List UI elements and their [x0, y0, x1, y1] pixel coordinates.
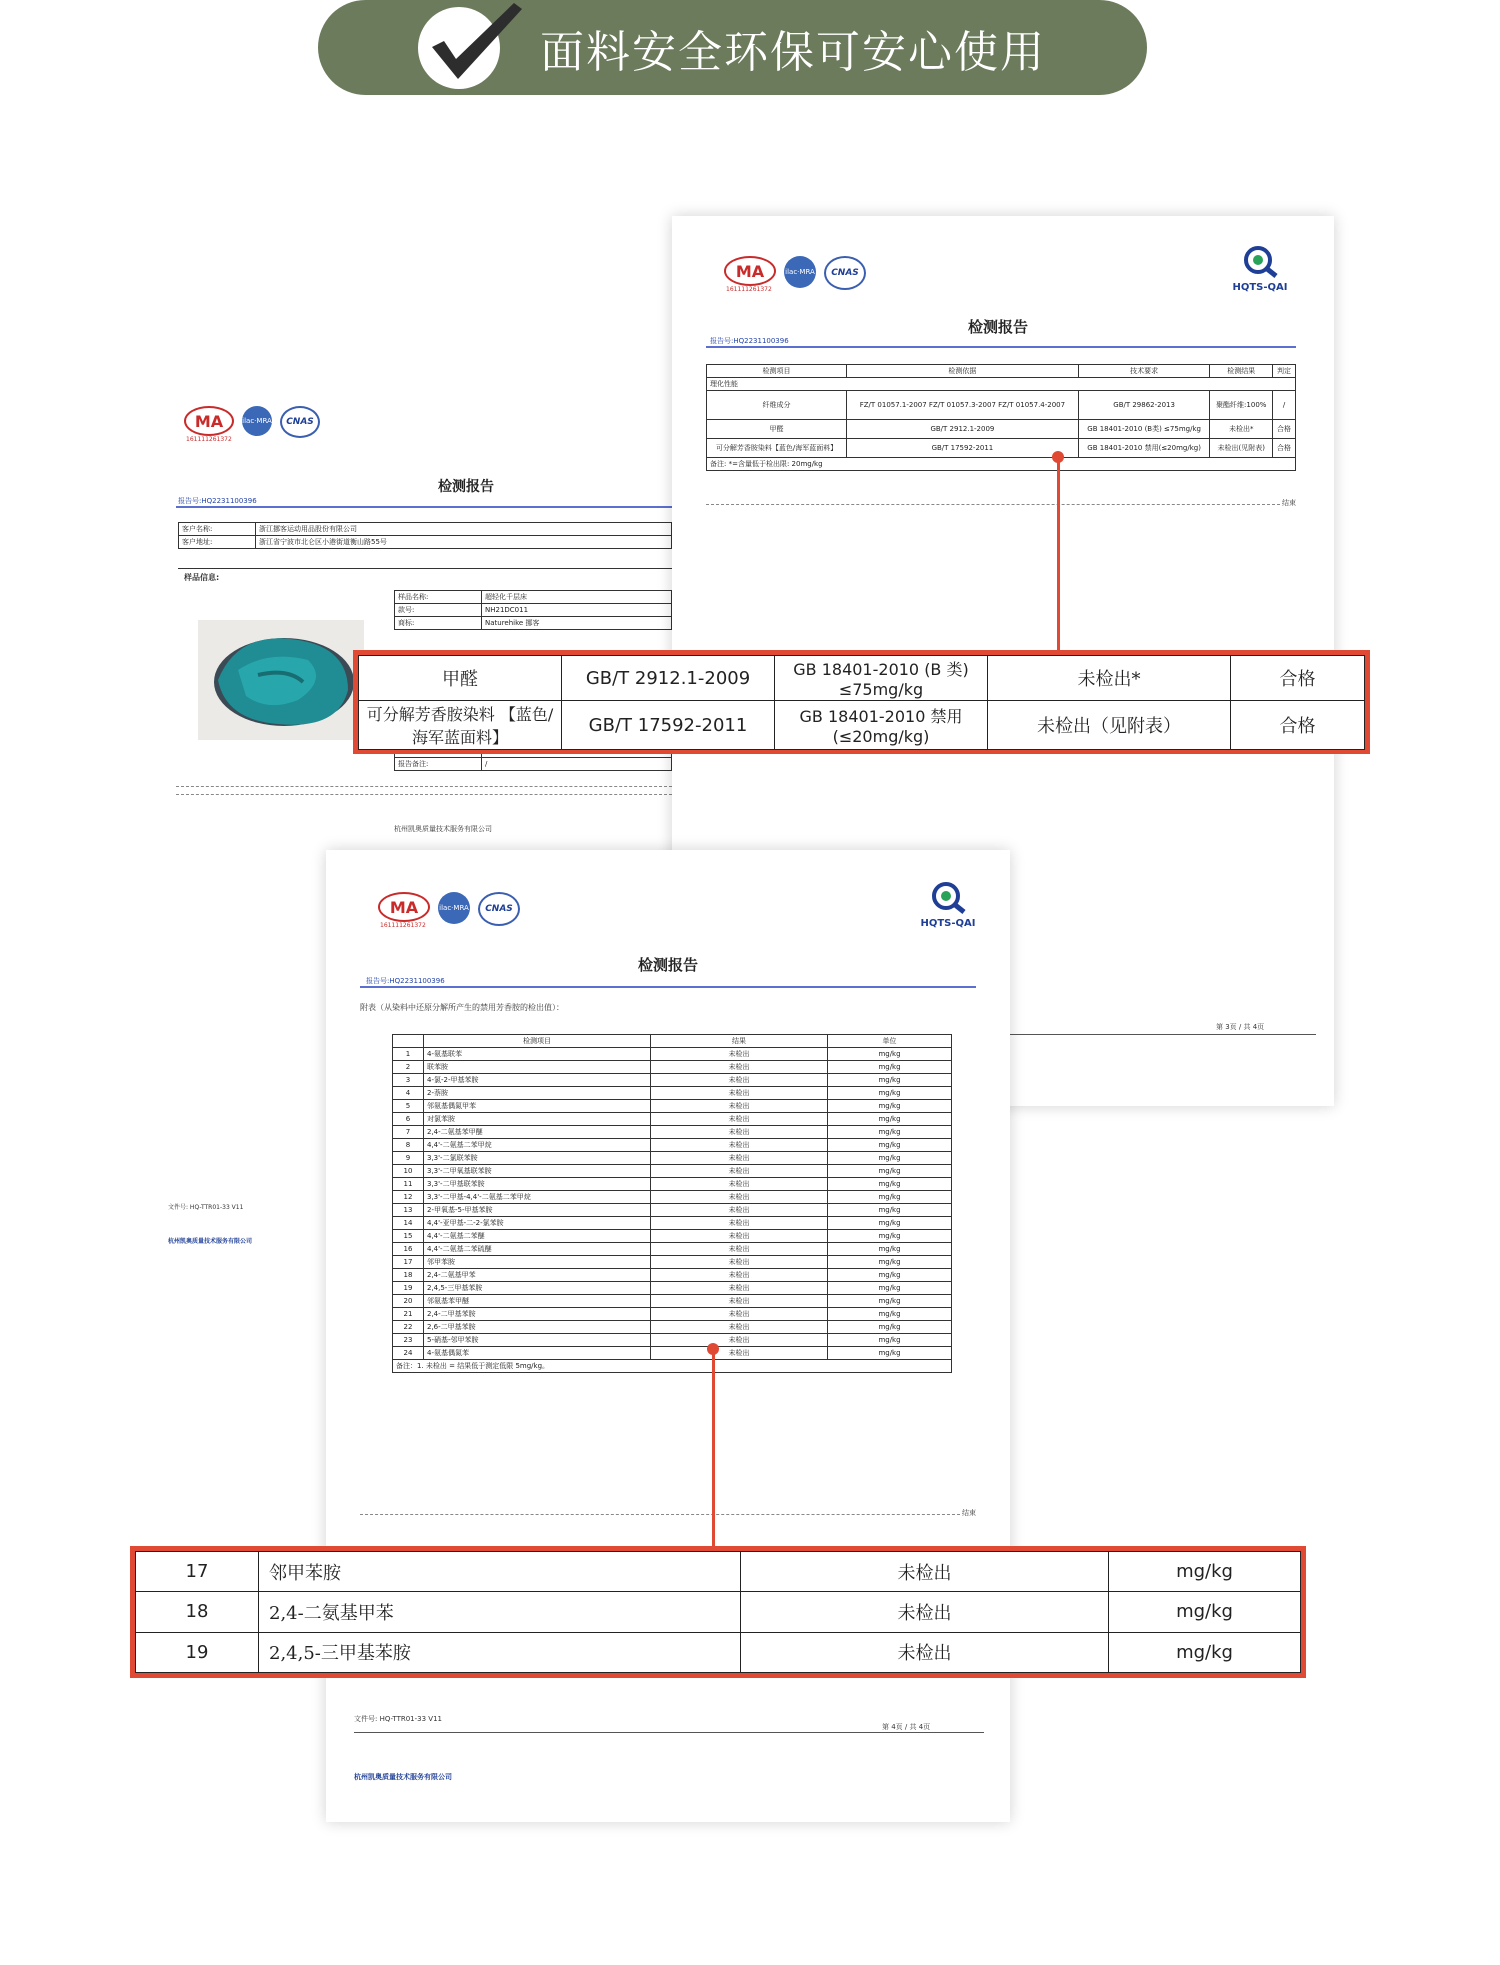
- conclusion-table: 报告备注: /: [394, 744, 672, 771]
- cma-number: 161111261372: [380, 922, 426, 929]
- table-row: 24 4-氨基偶氮苯 未检出 mg/kg: [393, 1347, 952, 1360]
- table-row: 9 3,3'-二氯联苯胺 未检出 mg/kg: [393, 1152, 952, 1165]
- table-row: 11 3,3'-二甲基联苯胺 未检出 mg/kg: [393, 1178, 952, 1191]
- report-title: 检测报告: [638, 956, 699, 974]
- report-number: 报告号:HQ2231100396: [710, 337, 789, 345]
- page-number: 第 3页 / 共 4页: [1216, 1023, 1265, 1031]
- checkmark-icon: [418, 7, 500, 89]
- table-row: 3 4-氯-2-甲基苯胺 未检出 mg/kg: [393, 1074, 952, 1087]
- report-number: 报告号:HQ2231100396: [178, 497, 257, 505]
- cma-number: 161111261372: [186, 436, 232, 443]
- cma-number: 161111261372: [726, 286, 772, 293]
- amine-zoom-callout: 17 邻甲苯胺 未检出 mg/kg 18 2,4-二氨基甲苯 未检出 mg/kg 19 2,4,5-三甲基苯胺 未检出 mg/kg: [130, 1546, 1306, 1678]
- company-name: 杭州凯奥质量技术服务有限公司: [354, 1773, 452, 1781]
- table-row: 20 邻氨基苯甲醚 未检出 mg/kg: [393, 1295, 952, 1308]
- banner-title: 面料安全环保可安心使用: [540, 26, 1046, 78]
- formaldehyde-zoom-callout: 甲醛 GB/T 2912.1-2009 GB 18401-2010 (B 类) ≤75mg/kg 未检出* 合格 可分解芳香胺染料 【蓝色/海军蓝面料】 GB/T 17592-2011 GB 18401-2010 禁用(≤20mg/kg) 未检出（见附表） 合格: [353, 650, 1370, 754]
- cma-logo: MA: [724, 256, 776, 286]
- company-stamp-text: 杭州凯奥质量技术服务有限公司: [394, 825, 492, 833]
- client-table: 客户名称: 浙江挪客运动用品股份有限公司 客户地址: 浙江省宁波市北仑区小港街道衡山路55号: [178, 522, 672, 549]
- table-row: 23 5-硝基-邻甲苯胺 未检出 mg/kg: [393, 1334, 952, 1347]
- table-row: 16 4,4'-二氨基二苯硫醚 未检出 mg/kg: [393, 1243, 952, 1256]
- table-row: 14 4,4'-亚甲基-二-2-氯苯胺 未检出 mg/kg: [393, 1217, 952, 1230]
- table-row: 12 3,3'-二甲基-4,4'-二氨基二苯甲烷 未检出 mg/kg: [393, 1191, 952, 1204]
- table-row: 13 2-甲氧基-5-甲基苯胺 未检出 mg/kg: [393, 1204, 952, 1217]
- cnas-logo: CNAS: [824, 256, 866, 290]
- table-row: 21 2,4-二甲基苯胺 未检出 mg/kg: [393, 1308, 952, 1321]
- hqts-logo: HQTS-QAI: [916, 880, 980, 930]
- sample-photo: [198, 620, 364, 740]
- table-row: 17 邻甲苯胺 未检出 mg/kg: [393, 1256, 952, 1269]
- highlight-connector: [1057, 457, 1060, 655]
- header-banner: [318, 0, 1147, 95]
- cnas-logo: CNAS: [280, 406, 320, 438]
- amine-table: 检测项目 结果 单位 1 4-氨基联苯 未检出 mg/kg 2 联苯胺 未检出 mg/kg 3 4-氯-2-甲基苯胺 未检出 mg/kg 4 2-萘胺 未检出 mg/kg 5 邻氨基偶氮甲苯 未检出 mg/kg 6 对氯苯胺 未检出 mg/kg 7 2,4-二氨基苯甲醚 未检出 mg/kg 8 4,4'-二氨基二苯甲烷 未检出 mg/kg 9 3,3'-二氯联苯胺 未检出 mg/kg 10 3,3'-二甲氧基联苯胺 未检出 mg/kg 11 3,3'-二甲基联苯胺 未检出 mg/kg 12 3,3'-二甲基-4,4'-二氨基二苯甲烷 未检出 mg/kg 13 2-甲氧基-5-甲基苯胺 未检出 mg/kg 14 4,4'-亚甲基-二-2-氯苯胺 未检出 mg/kg 15 4,4'-二氨基二苯醚 未检出 mg/kg 16 4,4'-二氨基二苯硫醚 未检出 mg/kg 17 邻甲苯胺 未检出 mg/kg 18 2,4-二氨基甲苯 未检出 mg/kg 19 2,4,5-三甲基苯胺 未检出 mg/kg 20 邻氨基苯甲醚 未检出 mg/kg 21 2,4-二甲基苯胺 未检出 mg/kg 22 2,6-二甲基苯胺 未检出 mg/kg 23 5-硝基-邻甲苯胺 未检出 mg/kg 24 4-氨基偶氮苯 未检出 mg/kg 备注：1. 未检出 = 结果低于测定低限 5mg/kg。: [392, 1034, 952, 1373]
- table-row: 18 2,4-二氨基甲苯 未检出 mg/kg: [393, 1269, 952, 1282]
- side-fragment: 文件号: HQ-TTR01-33 V11 杭州凯奥质量技术服务有限公司: [168, 1204, 253, 1245]
- appendix-intro: 附表（从染料中还原分解所产生的禁用芳香胺的检出值）：: [360, 1003, 564, 1012]
- highlight-connector: [712, 1349, 715, 1551]
- cma-logo: MA: [378, 892, 430, 922]
- end-mark: 结束: [1282, 499, 1296, 507]
- report-title: 检测报告: [968, 318, 1029, 336]
- table-row: 4 2-萘胺 未检出 mg/kg: [393, 1087, 952, 1100]
- cnas-logo: CNAS: [478, 892, 520, 926]
- table-row: 5 邻氨基偶氮甲苯 未检出 mg/kg: [393, 1100, 952, 1113]
- table-row: 10 3,3'-二甲氧基联苯胺 未检出 mg/kg: [393, 1165, 952, 1178]
- ilac-logo: ilac·MRA: [242, 406, 272, 436]
- page-number: 第 4页 / 共 4页: [882, 1723, 931, 1731]
- table-row: 19 2,4,5-三甲基苯胺 未检出 mg/kg: [393, 1282, 952, 1295]
- end-mark: 结束: [962, 1509, 976, 1517]
- ilac-logo: ilac·MRA: [438, 892, 470, 924]
- sample-info-label: 样品信息:: [184, 573, 220, 582]
- table-row: 8 4,4'-二氨基二苯甲烷 未检出 mg/kg: [393, 1139, 952, 1152]
- ilac-logo: ilac·MRA: [784, 256, 816, 288]
- hqts-logo: HQTS-QAI: [1228, 244, 1292, 294]
- sample-fields-table: 样品名称: 超轻化千层床 款号: NH21DC011 商标: Naturehike 挪客: [394, 590, 672, 630]
- table-row: 15 4,4'-二氨基二苯醚 未检出 mg/kg: [393, 1230, 952, 1243]
- report-title: 检测报告: [438, 479, 494, 495]
- table-row: 2 联苯胺 未检出 mg/kg: [393, 1061, 952, 1074]
- cma-logo: MA: [184, 406, 234, 436]
- table-row: 7 2,4-二氨基苯甲醚 未检出 mg/kg: [393, 1126, 952, 1139]
- report-number: 报告号:HQ2231100396: [366, 977, 445, 985]
- table-row: 22 2,6-二甲基苯胺 未检出 mg/kg: [393, 1321, 952, 1334]
- doc-number: 文件号: HQ-TTR01-33 V11: [354, 1715, 442, 1723]
- table-row: 6 对氯苯胺 未检出 mg/kg: [393, 1113, 952, 1126]
- table-row: 1 4-氨基联苯 未检出 mg/kg: [393, 1048, 952, 1061]
- results-table: 检测项目 检测依据 技术要求 检测结果 判定 理化性能 纤维成分 FZ/T 01057.1-2007 FZ/T 01057.3-2007 FZ/T 01057.4-2007 GB/T 29862-2013 聚酯纤维:100% / 甲醛 GB/T 2912.1-2009 GB 18401-2010 (B类) ≤75mg/kg 未检出* 合格 可分解芳香胺染料【蓝色/海军蓝面料】 GB/T 17592-2011 GB 18401-2010 禁用(≤20mg/kg) 未检出(见附表) 合格 备注: *=含量低于检出限: 20mg/kg: [706, 364, 1296, 471]
